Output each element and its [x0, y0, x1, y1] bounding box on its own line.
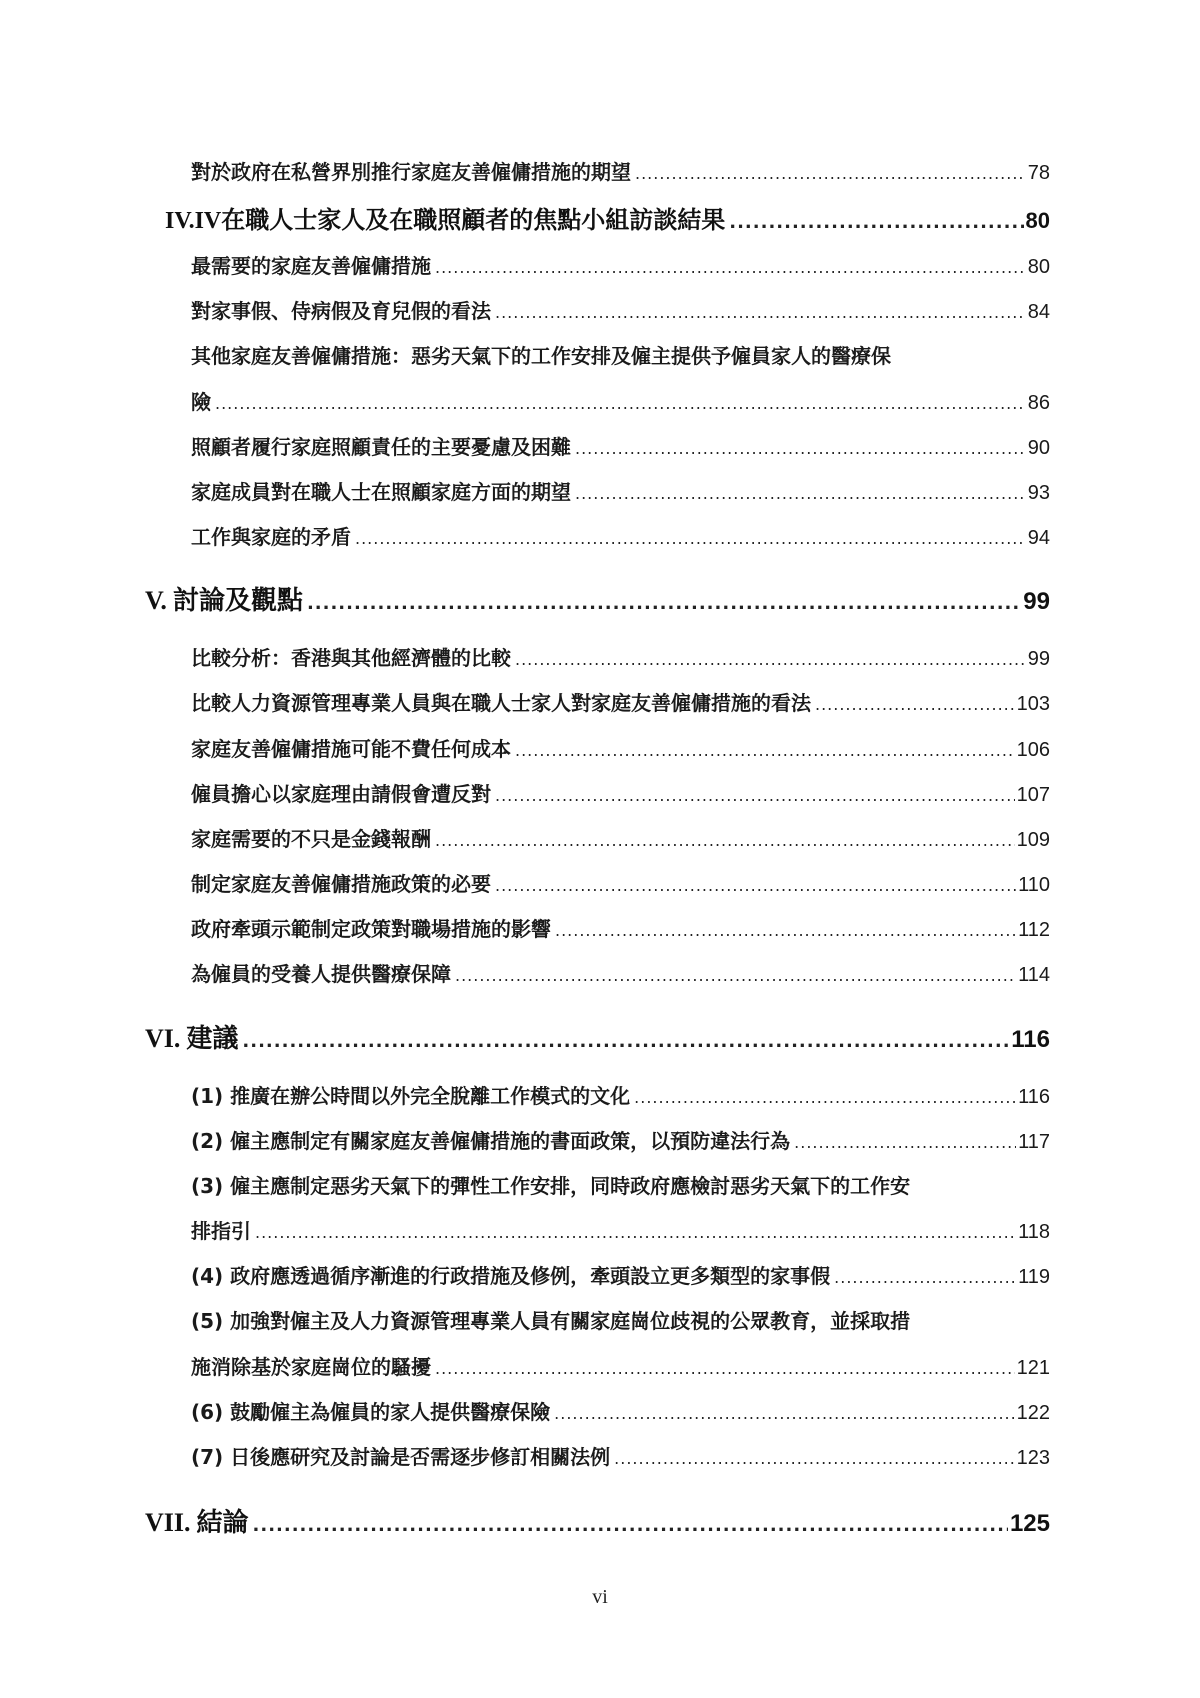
toc-entry-label: (6) 鼓勵僱主為僱員的家人提供醫療保險: [191, 1400, 551, 1424]
toc-entry[interactable]: [191, 1260, 1050, 1289]
toc-entry-page: 106: [1016, 739, 1050, 761]
dot-leader: [495, 786, 1015, 805]
toc-entry-label: 討論及觀點: [172, 586, 303, 616]
toc-entry[interactable]: [191, 1396, 1050, 1425]
toc-entry-page: 116: [1011, 1026, 1050, 1053]
toc-entry-label: 政府牽頭示範制定政策對職場措施的影響: [191, 917, 551, 941]
toc-entry-label: (7) 日後應研究及討論是否需逐步修訂相關法例: [191, 1445, 611, 1469]
toc-entry-page: 86: [1027, 392, 1050, 414]
toc-entry[interactable]: [191, 1080, 1050, 1109]
toc-entry-label: (5) 加強對僱主及人力資源管理專業人員有關家庭崗位歧視的公眾教育，並採取措: [191, 1309, 911, 1333]
toc-chapter-heading[interactable]: [145, 1502, 1050, 1539]
section-number: IV.IV: [165, 208, 222, 234]
toc-entry-label: 照顧者履行家庭照顧責任的主要憂慮及困難: [191, 435, 571, 459]
toc-entry-label: (2) 僱主應制定有關家庭友善僱傭措施的書面政策，以預防違法行為: [191, 1129, 791, 1153]
toc-entry-page: 84: [1027, 301, 1050, 323]
dot-leader: [554, 1404, 1014, 1423]
toc-entry-page: 80: [1027, 256, 1050, 278]
toc-entry[interactable]: [191, 521, 1050, 550]
toc-entry-page: 110: [1018, 874, 1050, 896]
dot-leader: [255, 1223, 1016, 1242]
toc-entry-page: 94: [1027, 527, 1050, 549]
toc-entry-label: 排指引: [191, 1219, 251, 1243]
toc-entry-label: 其他家庭友善僱傭措施：惡劣天氣下的工作安排及僱主提供予僱員家人的醫療保: [191, 344, 891, 368]
dot-leader: [635, 164, 1026, 183]
toc-entry[interactable]: [191, 913, 1050, 942]
dot-leader: [495, 303, 1026, 322]
toc-entry-label: 對於政府在私營界別推行家庭友善僱傭措施的期望: [191, 160, 631, 184]
toc-chapter-heading[interactable]: [145, 580, 1050, 617]
dot-leader: [614, 1449, 1014, 1468]
toc-entry-label: (3) 僱主應制定惡劣天氣下的彈性工作安排，同時政府應檢討惡劣天氣下的工作安: [191, 1174, 911, 1198]
dot-leader: [253, 1515, 1008, 1536]
toc-entry-label: 制定家庭友善僱傭措施政策的必要: [191, 872, 491, 896]
page-number-footer: vi: [592, 1586, 608, 1608]
toc-entry-label: 家庭成員對在職人士在照顧家庭方面的期望: [191, 480, 571, 504]
toc-entry[interactable]: [191, 1441, 1050, 1470]
toc-entry[interactable]: [191, 250, 1050, 279]
toc-entry[interactable]: [191, 958, 1050, 987]
toc-entry-page: 78: [1027, 162, 1050, 184]
dot-leader: [834, 1268, 1016, 1287]
toc-section-heading[interactable]: [165, 200, 1050, 235]
toc-entry-page: 109: [1016, 829, 1050, 851]
toc-entry-label: 家庭友善僱傭措施可能不費任何成本: [191, 737, 511, 761]
toc-entry-label: 工作與家庭的矛盾: [191, 525, 351, 549]
chapter-number: V.: [145, 586, 167, 615]
toc-entry[interactable]: [191, 1215, 1050, 1244]
toc-entry-page: 119: [1018, 1266, 1050, 1288]
dot-leader: [455, 966, 1016, 985]
toc-entry[interactable]: [191, 868, 1050, 897]
dot-leader: [355, 529, 1026, 548]
toc-entry-label: 為僱員的受養人提供醫療保障: [191, 962, 451, 986]
toc-entry-page: 99: [1027, 648, 1050, 670]
toc-entry-wrapped-line[interactable]: [191, 1170, 910, 1199]
dot-leader: [515, 741, 1015, 760]
toc-entry-label: 比較人力資源管理專業人員與在職人士家人對家庭友善僱傭措施的看法: [191, 691, 811, 715]
toc-entry-label: 建議: [186, 1024, 239, 1054]
dot-leader: [215, 394, 1026, 413]
dot-leader: [435, 258, 1026, 277]
toc-entry-page: 123: [1016, 1447, 1050, 1469]
toc-entry-label: 家庭需要的不只是金錢報酬: [191, 827, 431, 851]
toc-entry-label: 在職人士家人及在職照顧者的焦點小組訪談結果: [221, 206, 726, 234]
toc-entry[interactable]: [191, 642, 1050, 671]
dot-leader: [307, 593, 1021, 614]
dot-leader: [815, 695, 1015, 714]
toc-entry-page: 112: [1018, 919, 1050, 941]
toc-entry-page: 80: [1025, 208, 1050, 233]
toc-entry[interactable]: [191, 778, 1050, 807]
toc-entry[interactable]: [191, 1125, 1050, 1154]
toc-entry-page: 99: [1023, 588, 1050, 615]
toc-entry-page: 114: [1018, 964, 1050, 986]
toc-chapter-heading[interactable]: [145, 1018, 1050, 1055]
toc-entry[interactable]: [191, 295, 1050, 324]
toc-entry-page: 122: [1016, 1402, 1050, 1424]
toc-entry-label: 比較分析：香港與其他經濟體的比較: [191, 646, 511, 670]
toc-entry[interactable]: [191, 823, 1050, 852]
toc-entry-label: 僱員擔心以家庭理由請假會遭反對: [191, 782, 491, 806]
dot-leader: [634, 1088, 1016, 1107]
toc-entry-label: (1) 推廣在辦公時間以外完全脫離工作模式的文化: [191, 1084, 631, 1108]
toc-entry-label: (4) 政府應透過循序漸進的行政措施及修例，牽頭設立更多類型的家事假: [191, 1264, 831, 1288]
toc-entry-page: 90: [1027, 437, 1050, 459]
toc-entry-label: 對家事假、侍病假及育兒假的看法: [191, 299, 491, 323]
chapter-number: VII.: [145, 1508, 191, 1537]
chapter-number: VI.: [145, 1024, 181, 1053]
toc-entry-page: 116: [1018, 1086, 1050, 1108]
toc-entry-wrapped-line[interactable]: [191, 340, 891, 369]
toc-entry-page: 118: [1018, 1221, 1050, 1243]
dot-leader: [435, 1359, 1015, 1378]
toc-entry-page: 125: [1009, 1510, 1050, 1537]
toc-entry[interactable]: [191, 431, 1050, 460]
dot-leader: [242, 1031, 1009, 1052]
dot-leader: [435, 831, 1015, 850]
toc-entry[interactable]: [191, 386, 1050, 415]
toc-entry-wrapped-line[interactable]: [191, 1305, 910, 1334]
toc-entry[interactable]: [191, 733, 1050, 762]
dot-leader: [575, 439, 1026, 458]
toc-entry-page: 107: [1016, 784, 1050, 806]
toc-entry-page: 121: [1016, 1357, 1050, 1379]
toc-entry[interactable]: [191, 156, 1050, 185]
toc-entry[interactable]: [191, 687, 1050, 716]
dot-leader: [495, 876, 1016, 895]
toc-entry-page: 103: [1016, 693, 1050, 715]
dot-leader: [515, 650, 1026, 669]
toc-entry-label: 結論: [196, 1508, 249, 1538]
toc-entry-page: 117: [1018, 1131, 1050, 1153]
toc-entry[interactable]: [191, 476, 1050, 505]
dot-leader: [729, 212, 1023, 233]
toc-entry-label: 最需要的家庭友善僱傭措施: [191, 254, 431, 278]
toc-entry-page: 93: [1027, 482, 1050, 504]
toc-entry-label: 險: [191, 390, 211, 414]
toc-entry-label: 施消除基於家庭崗位的騷擾: [191, 1355, 431, 1379]
dot-leader: [575, 484, 1026, 503]
dot-leader: [555, 921, 1016, 940]
toc-entry[interactable]: [191, 1351, 1050, 1380]
dot-leader: [794, 1133, 1016, 1152]
